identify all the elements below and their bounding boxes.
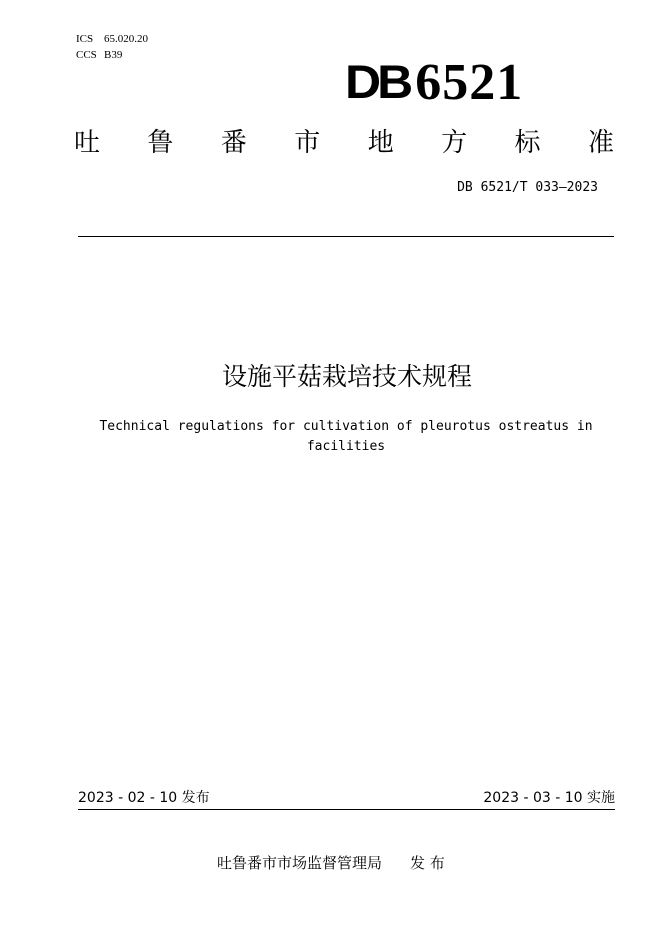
ics-line	[76, 31, 148, 47]
date-row	[78, 788, 615, 808]
issuer-line	[217, 853, 445, 873]
document-title-en	[96, 417, 596, 457]
db-region-number: 6521	[415, 54, 524, 111]
heading-char: 方	[441, 128, 468, 158]
standard-code: DB 6521/T 033—2023	[457, 180, 598, 195]
heading-char: 地	[367, 128, 394, 158]
bottom-divider	[78, 809, 615, 810]
ccs-value: B39	[104, 49, 123, 61]
heading-char: 市	[294, 128, 321, 158]
classification-block	[76, 31, 148, 63]
issue-date: 2023 - 02 - 10 发布	[78, 790, 210, 806]
ccs-line	[76, 47, 148, 63]
issuer-action: 发 布	[410, 854, 445, 872]
issuer-name: 吐鲁番市市场监督管理局	[217, 854, 383, 872]
db-logo: DB	[345, 55, 410, 109]
heading-char: 吐	[74, 128, 101, 158]
ics-value: 65.020.20	[104, 33, 148, 45]
db-standard-mark	[345, 54, 565, 111]
ics-label: ICS	[76, 33, 94, 45]
document-title-cn: 设施平菇栽培技术规程	[221, 362, 472, 391]
title-en-line: facilities	[306, 439, 386, 454]
heading-char: 标	[514, 128, 541, 158]
heading-char: 番	[220, 128, 247, 158]
title-en-line: Technical regulations for cultivation of pleurotus ostreatus in	[99, 419, 593, 434]
ccs-label: CCS	[76, 49, 97, 61]
heading-char: 鲁	[147, 128, 174, 158]
heading-char: 准	[587, 128, 614, 158]
top-divider	[78, 236, 614, 237]
effective-date: 2023 - 03 - 10 实施	[483, 790, 615, 806]
standard-type-heading	[74, 125, 614, 161]
